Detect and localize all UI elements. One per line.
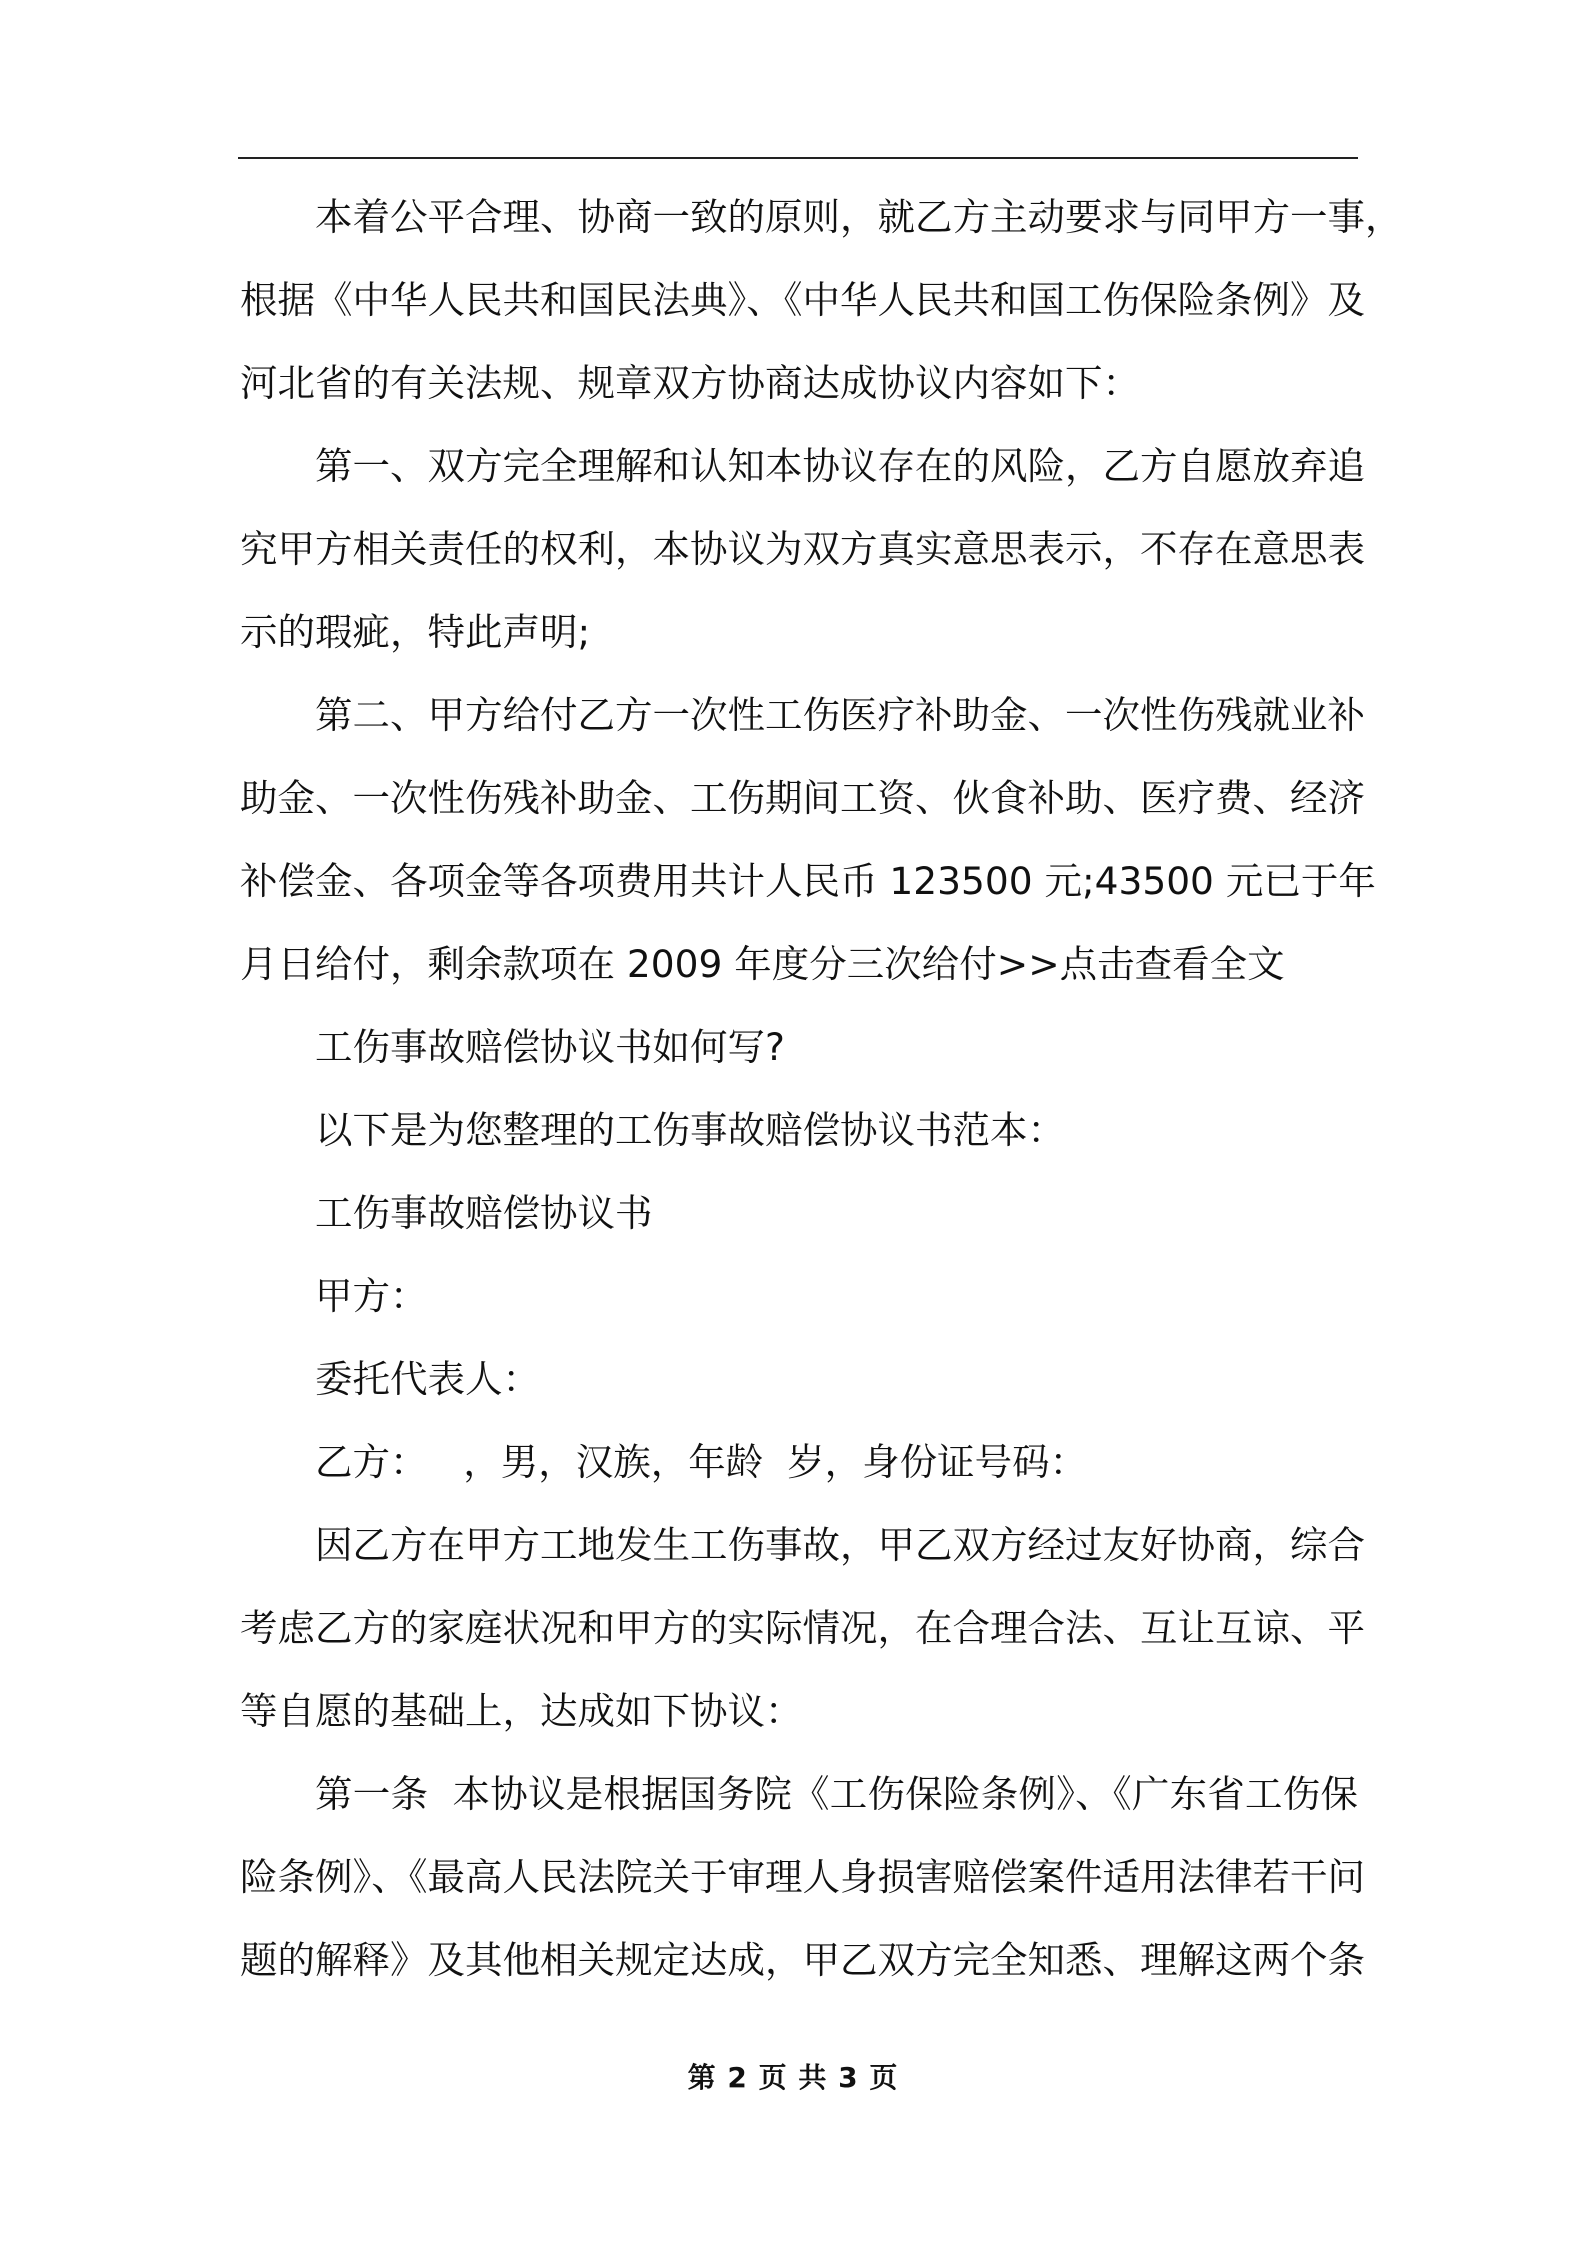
header-rule	[238, 157, 1358, 159]
paragraph-line: 第二、甲方给付乙方一次性工伤医疗补助金、一次性伤残就业补	[315, 693, 1365, 737]
party-b-label: 乙方： ，男，汉族，年龄 岁，身份证号码：	[315, 1440, 1088, 1484]
representative-label: 委托代表人：	[315, 1357, 540, 1401]
paragraph-line: 以下是为您整理的工伤事故赔偿协议书范本：	[315, 1108, 1065, 1152]
paragraph-line: 本着公平合理、协商一致的原则，就乙方主动要求与同甲方一事，	[315, 195, 1403, 239]
paragraph-line: 助金、一次性伤残补助金、工伤期间工资、伙食补助、医疗费、经济	[240, 776, 1365, 820]
party-a-label: 甲方：	[315, 1274, 428, 1318]
paragraph-line: 等自愿的基础上，达成如下协议：	[240, 1689, 803, 1733]
article-line: 险条例》、《最高人民法院关于审理人身损害赔偿案件适用法律若干问	[240, 1855, 1365, 1899]
paragraph-line: 根据《中华人民共和国民法典》、《中华人民共和国工伤保险条例》及	[240, 278, 1365, 322]
paragraph-line: 因乙方在甲方工地发生工伤事故，甲乙双方经过友好协商，综合	[315, 1523, 1365, 1567]
paragraph-line: 月日给付，剩余款项在 2009 年度分三次给付>>点击查看全文	[240, 942, 1285, 986]
paragraph-line: 考虑乙方的家庭状况和甲方的实际情况，在合理合法、互让互谅、平	[240, 1606, 1365, 1650]
paragraph-line: 究甲方相关责任的权利，本协议为双方真实意思表示，不存在意思表	[240, 527, 1365, 571]
article-line: 题的解释》及其他相关规定达成，甲乙双方完全知悉、理解这两个条	[240, 1938, 1365, 1982]
page-number-footer: 第 2 页 共 3 页	[687, 2061, 899, 2094]
paragraph-line: 河北省的有关法规、规章双方协商达成协议内容如下：	[240, 361, 1140, 405]
agreement-title: 工伤事故赔偿协议书	[315, 1191, 653, 1235]
section-heading: 工伤事故赔偿协议书如何写?	[315, 1025, 785, 1069]
article-line: 第一条 本协议是根据国务院《工伤保险条例》、《广东省工伤保	[315, 1772, 1358, 1816]
paragraph-line: 第一、双方完全理解和认知本协议存在的风险，乙方自愿放弃追	[315, 444, 1365, 488]
paragraph-line: 补偿金、各项金等各项费用共计人民币 123500 元;43500 元已于年	[240, 859, 1376, 903]
paragraph-line: 示的瑕疵，特此声明;	[240, 610, 591, 654]
